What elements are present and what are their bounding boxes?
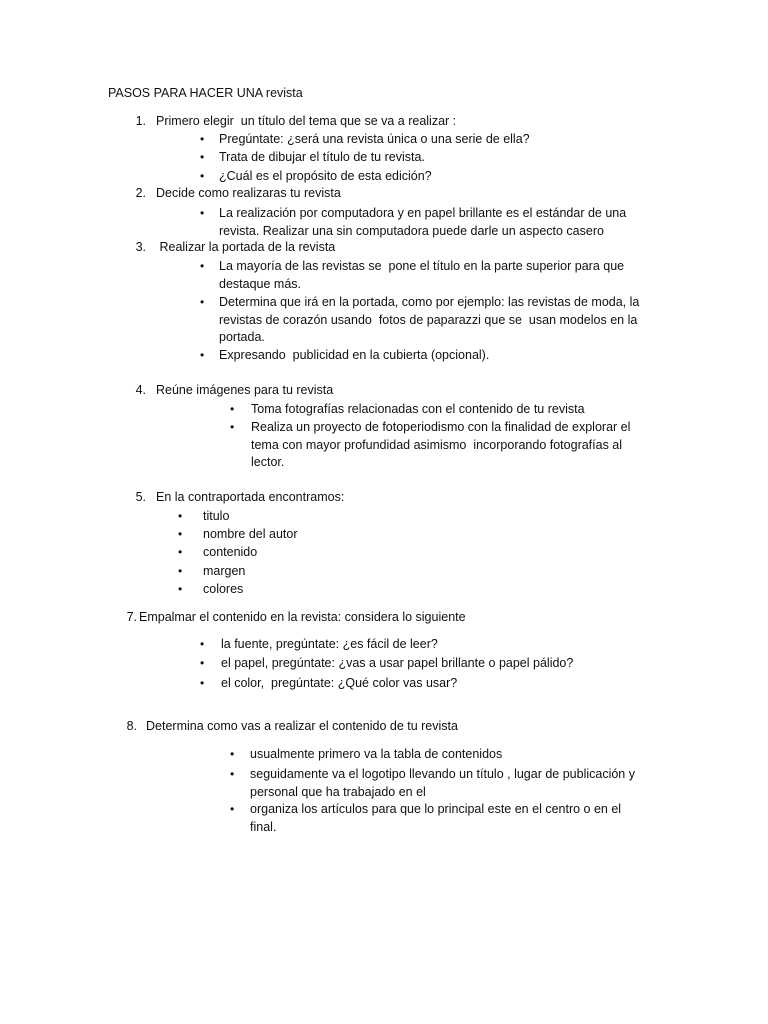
bullet-text-line: Pregúntate: ¿será una revista única o una serie de ella? (219, 132, 530, 146)
bullet-text-line: Realiza un proyecto de fotoperiodismo con la finalidad de explorar el (251, 420, 631, 434)
bullet-icon: • (200, 132, 205, 146)
bullet-text-line: colores (203, 582, 244, 596)
step-heading: Realizar la portada de la revista (156, 240, 336, 254)
bullet-icon: • (178, 545, 183, 559)
bullet-text-line: Determina que irá en la portada, como por ejemplo: las revistas de moda, la (219, 295, 640, 309)
bullet-icon: • (178, 509, 183, 523)
bullet-text-line: seguidamente va el logotipo llevando un título , lugar de publicación y (250, 767, 635, 781)
step-number: 7. (126, 610, 137, 624)
bullet-text-line: La realización por computadora y en papel brillante es el estándar de una (219, 206, 627, 220)
bullet-text-line: el color, pregúntate: ¿Qué color vas usar? (221, 676, 458, 690)
bullet-text-line: usualmente primero va la tabla de contenidos (250, 747, 503, 761)
bullet-icon: • (230, 767, 235, 781)
bullet-icon: • (200, 169, 205, 183)
bullet-text-line: margen (203, 564, 246, 578)
bullet-icon: • (178, 582, 183, 596)
bullet-icon: • (230, 402, 235, 416)
step-number: 2. (135, 186, 146, 200)
bullet-icon: • (200, 656, 205, 670)
bullet-text-line: titulo (203, 509, 230, 523)
bullet-icon: • (200, 676, 205, 690)
bullet-text-line: ¿Cuál es el propósito de esta edición? (219, 169, 432, 183)
bullet-text-line: revistas de corazón usando fotos de paparazzi que se usan modelos en la (219, 312, 638, 327)
bullet-text-line: destaque más. (219, 276, 301, 291)
bullet-text-line: la fuente, pregúntate: ¿es fácil de leer? (221, 637, 438, 651)
step-heading: Reúne imágenes para tu revista (156, 383, 334, 397)
step-number: 8. (126, 719, 137, 733)
bullet-text-line: personal que ha trabajado en el (250, 784, 426, 799)
bullet-text-line: Toma fotografías relacionadas con el contenido de tu revista (251, 402, 585, 416)
bullet-icon: • (178, 564, 183, 578)
bullet-text-line: Trata de dibujar el título de tu revista. (219, 150, 425, 164)
bullet-icon: • (200, 348, 205, 362)
bullet-text-line: contenido (203, 545, 258, 559)
bullet-text-line: Expresando publicidad en la cubierta (opcional). (219, 348, 490, 362)
bullet-icon: • (230, 747, 235, 761)
bullet-icon: • (178, 527, 183, 541)
step-heading: En la contraportada encontramos: (156, 490, 345, 504)
bullet-icon: • (200, 637, 205, 651)
bullet-text-line: La mayoría de las revistas se pone el título en la parte superior para que (219, 259, 625, 273)
step-number: 4. (135, 383, 146, 397)
step-heading: Decide como realizaras tu revista (156, 186, 341, 200)
document-title: PASOS PARA HACER UNA revista (108, 86, 303, 100)
bullet-icon: • (200, 259, 205, 273)
step-number: 1. (135, 114, 146, 128)
bullet-text-line: portada. (219, 330, 265, 345)
bullet-text-line: el papel, pregúntate: ¿vas a usar papel brillante o papel pálido? (221, 656, 574, 670)
bullet-text-line: lector. (251, 455, 285, 470)
bullet-text-line: revista. Realizar una sin computadora puede darle un aspecto casero (219, 223, 604, 238)
bullet-icon: • (230, 420, 235, 434)
step-heading: Empalmar el contenido en la revista: considera lo siguiente (139, 610, 466, 624)
bullet-text-line: tema con mayor profundidad asimismo incorporando fotografías al (251, 437, 623, 452)
bullet-icon: • (200, 206, 205, 220)
bullet-text-line: organiza los artículos para que lo principal este en el centro o en el (250, 802, 622, 816)
step-heading: Determina como vas a realizar el contenido de tu revista (146, 719, 458, 733)
step-number: 3. (135, 240, 146, 254)
bullet-icon: • (200, 295, 205, 309)
bullet-icon: • (200, 150, 205, 164)
bullet-text-line: final. (250, 819, 277, 834)
bullet-icon: • (230, 802, 235, 816)
step-number: 5. (135, 490, 146, 504)
step-heading: Primero elegir un título del tema que se va a realizar : (156, 114, 457, 128)
bullet-text-line: nombre del autor (203, 527, 298, 541)
